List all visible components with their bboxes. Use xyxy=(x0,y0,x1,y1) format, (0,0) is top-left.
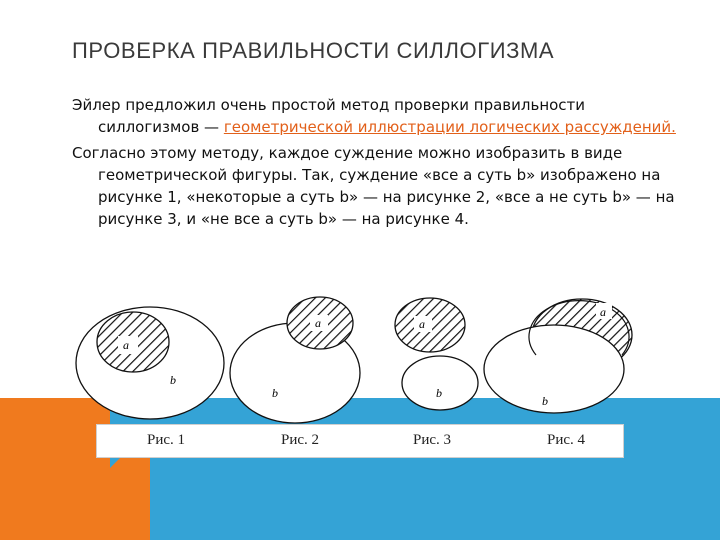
paragraph-euler-method xyxy=(72,94,676,138)
paragraph-line: рисунке 3, и «не все a суть b» — на рисунке 4. xyxy=(98,210,469,228)
geometric-illustration-link[interactable]: геометрической иллюстрации логических рассуждений. xyxy=(223,118,676,136)
figure-captions-bar xyxy=(96,424,624,458)
set-b-ellipse xyxy=(484,325,624,413)
paragraph-line: Согласно этому методу, каждое суждение можно изобразить в виде xyxy=(72,144,623,162)
paragraph-line: Эйлер предложил очень простой метод проверки правильности xyxy=(72,96,586,114)
set-a-label: a xyxy=(315,316,321,330)
paragraph-text: силлогизмов — xyxy=(98,118,224,136)
figure-caption-4: Рис. 4 xyxy=(547,432,586,448)
set-b-label: b xyxy=(170,373,176,387)
paragraph-line xyxy=(72,116,676,138)
set-a-label: a xyxy=(419,317,425,331)
euler-diagram-1 xyxy=(76,307,224,419)
figure-caption-1: Рис. 1 xyxy=(147,432,186,448)
figure-caption-2: Рис. 2 xyxy=(281,432,320,448)
set-b-ellipse xyxy=(402,356,478,410)
euler-diagram-2 xyxy=(230,297,360,423)
slide-title: ПРОВЕРКА ПРАВИЛЬНОСТИ СИЛЛОГИЗМА xyxy=(72,38,555,63)
set-a-label: a xyxy=(123,338,129,352)
euler-diagram-3 xyxy=(395,298,478,410)
paragraph-line: геометрической фигуры. Так, суждение «все a суть b» изображено на xyxy=(98,166,661,184)
paragraph-line: рисунке 1, «некоторые a суть b» — на рисунке 2, «все a не суть b» — на xyxy=(98,188,675,206)
set-a-label: a xyxy=(600,305,606,319)
set-b-label: b xyxy=(436,386,442,400)
paragraph-method-description xyxy=(72,142,675,230)
set-b-label: b xyxy=(542,394,548,408)
set-b-label: b xyxy=(272,386,278,400)
figure-caption-3: Рис. 3 xyxy=(413,432,452,448)
euler-diagram-4 xyxy=(484,299,632,413)
